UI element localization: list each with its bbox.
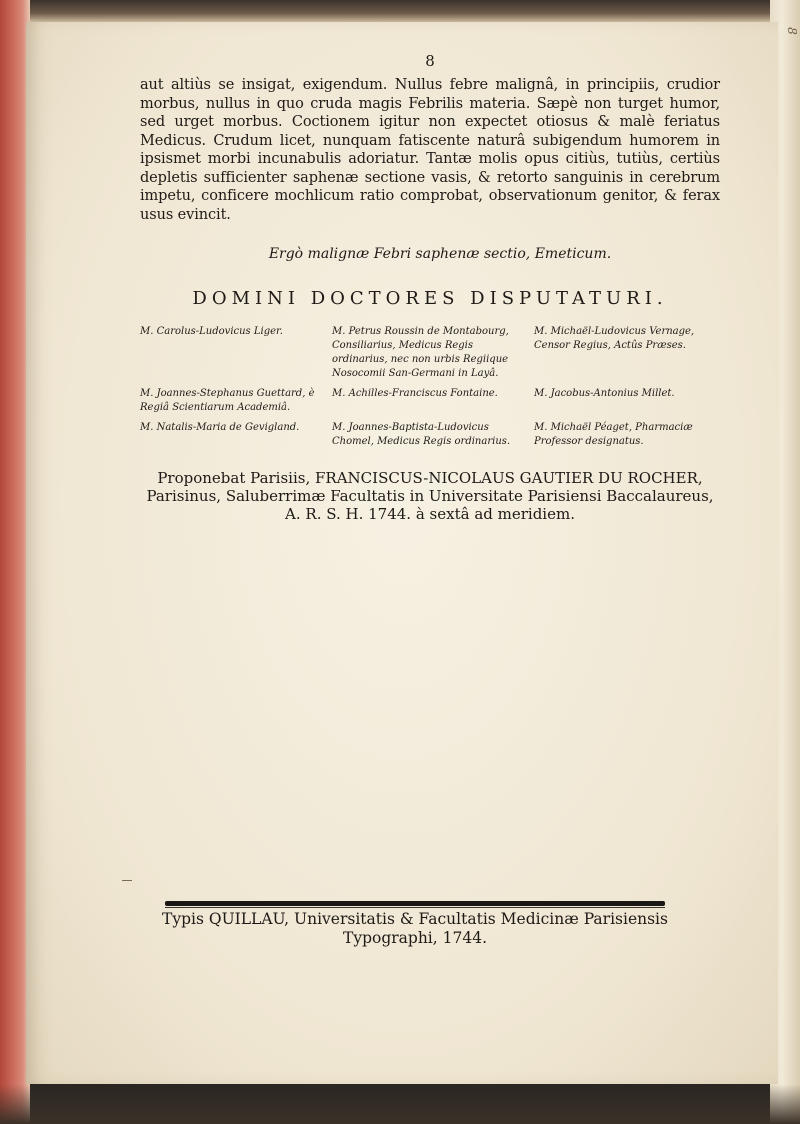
printer-imprint bbox=[160, 910, 670, 948]
page-number: 8 bbox=[425, 52, 435, 70]
printer-line-1: Typis QUILLAU, Universitatis & Facultatis Medicinæ Parisiensis bbox=[162, 910, 668, 928]
conclusion-line: Ergò malignæ Febri saphenæ sectio, Emeticum. bbox=[268, 246, 612, 262]
doctor-entry: M. Natalis-Maria de Gevigland. bbox=[140, 422, 300, 433]
decorative-rule bbox=[165, 901, 665, 906]
proponebat-statement: Proponebat Parisiis, FRANCISCUS-NICOLAUS GAUTIER DU ROCHER, Parisinus, Saluberrimæ Facultatis in Universitate Parisiensi Baccalaureus, A. R. S. H. 1744. à sextâ ad meridiem. bbox=[146, 469, 714, 523]
doctor-entry: M. Carolus-Ludovicus Liger. bbox=[140, 326, 283, 337]
doctor-entry: M. Joannes-Baptista-Ludovicus Chomel, Medicus Regis ordinarius. bbox=[332, 422, 511, 447]
doctor-entry: M. Michaël Péaget, Pharmaciæ Professor designatus. bbox=[534, 422, 693, 447]
doctor-entry: M. Michaël-Ludovicus Vernage, Censor Regius, Actûs Præses. bbox=[534, 326, 695, 351]
book-bottom-edge bbox=[0, 1084, 800, 1124]
doctors-heading: DOMINI DOCTORES DISPUTATURI. bbox=[192, 288, 668, 309]
margin-mark bbox=[122, 880, 132, 881]
doctor-entry: M. Joannes-Stephanus Guettard, è Regiâ Scientiarum Academiâ. bbox=[140, 388, 315, 413]
printer-line-2: Typographi, 1744. bbox=[342, 929, 487, 947]
doctor-entry: M. Jacobus-Antonius Millet. bbox=[534, 388, 675, 399]
book-top-edge bbox=[0, 0, 800, 22]
doctors-list bbox=[140, 325, 720, 455]
doctor-entry: M. Achilles-Franciscus Fontaine. bbox=[332, 388, 498, 399]
body-paragraph: aut altiùs se insigat, exigendum. Nullus febre malignâ, in principiis, crudior morbus, nullus in quo cruda magis Febrilis materia. Sæpè non turget humor, sed urget morbus. Coctionem igitur non expectet otiosus & malè feriatus Medicus. Crudum licet, nunquam fatiscente naturâ subigendum humorem in ipsismet morbi incunabulis adoriatur. Tantæ molis opus citiùs, tutiùs, certiùs depletis sufficienter saphenæ sectione vasis, & retorto sanguinis in cerebrum impetu, conficere mochlicum ratio comprobat, observationum genitor, & ferax usus evincit. bbox=[140, 77, 720, 223]
page-content bbox=[140, 52, 720, 523]
facing-page-mark: 8 bbox=[785, 27, 800, 35]
doctor-entry: M. Petrus Roussin de Montabourg, Consiliarius, Medicus Regis ordinarius, nec non urbis Regiique Nosocomii San-Germani in Layâ. bbox=[332, 326, 509, 379]
